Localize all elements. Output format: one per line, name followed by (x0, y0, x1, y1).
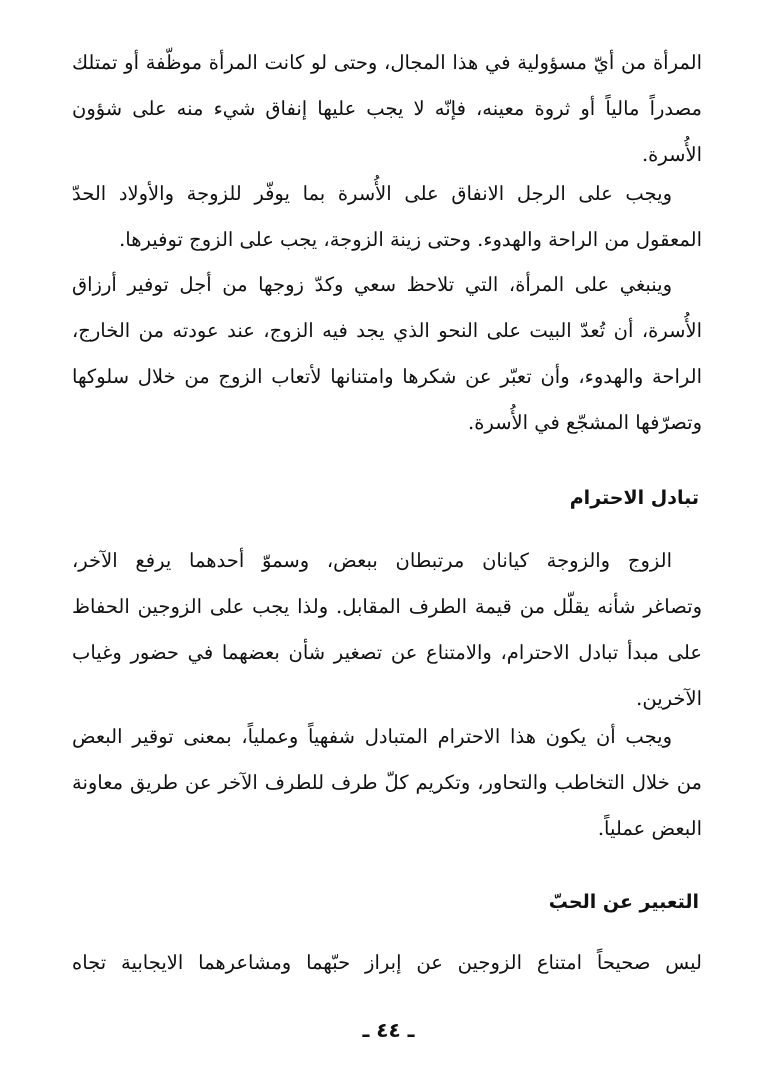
text-line: الأُسرة، أن تُعدّ البيت على النحو الذي يجد فيه الزوج، عند عودته من الخارج، (72, 319, 702, 342)
text-line: وتصاغر شأنه يقلّل من قيمة الطرف المقابل. ولذا يجب على الزوجين الحفاظ (72, 595, 702, 618)
section-heading-expressing-love: التعبير عن الحبّ (548, 891, 699, 913)
page-number: ـ ٤٤ ـ (362, 1018, 415, 1042)
text-line: ويجب أن يكون هذا الاحترام المتبادل شفهياً وعملياً، بمعنى توقير البعض (72, 725, 672, 748)
text-line: وتصرّفها المشجّع في الأُسرة. (468, 411, 702, 434)
paragraph-mutual-respect (72, 538, 702, 722)
text-line: ويجب على الرجل الانفاق على الأُسرة بما يوفّر للزوجة والأولاد الحدّ (72, 182, 672, 205)
text-line: المعقول من الراحة والهدوء. وحتى زينة الزوجة، يجب على الزوج توفيرها. (119, 228, 702, 251)
paragraph-expressing-love (72, 940, 702, 986)
section-heading-mutual-respect: تبادل الاحترام (569, 487, 699, 509)
text-line: مصدراً مالياً أو ثروة معينه، فإنّه لا يجب عليها إنفاق شيء منه على شؤون (72, 97, 702, 120)
text-line: الزوج والزوجة كيانان مرتبطان ببعض، وسموّ أحدهما يرفع الآخر، (72, 549, 672, 572)
text-line: الأُسرة. (641, 143, 702, 166)
text-line: المرأة من أيّ مسؤولية في هذا المجال، وحتى لو كانت المرأة موظّفة أو تمتلك (72, 51, 702, 74)
text-line: على مبدأ تبادل الاحترام، والامتناع عن تصغير شأن بعضهما في حضور وغياب (72, 641, 702, 664)
text-line: الراحة والهدوء، وأن تعبّر عن شكرها وامتنانها لأتعاب الزوج من خلال سلوكها (72, 365, 702, 388)
paragraph-husband-spending (72, 171, 702, 263)
text-line: وينبغي على المرأة، التي تلاحظ سعي وكدّ زوجها من أجل توفير أرزاق (72, 273, 672, 296)
text-line: من خلال التخاطب والتحاور، وتكريم كلّ طرف للطرف الآخر عن طريق معاونة (72, 771, 702, 794)
paragraph-wife-appreciation (72, 262, 702, 446)
paragraph-respect-practice (72, 714, 702, 852)
paragraph-continued (72, 40, 702, 178)
text-line: الآخرين. (636, 687, 702, 710)
text-line: البعض عملياً. (597, 817, 702, 840)
text-line: ليس صحيحاً امتناع الزوجين عن إبراز حبّهما ومشاعرهما الايجابية تجاه (72, 951, 702, 974)
